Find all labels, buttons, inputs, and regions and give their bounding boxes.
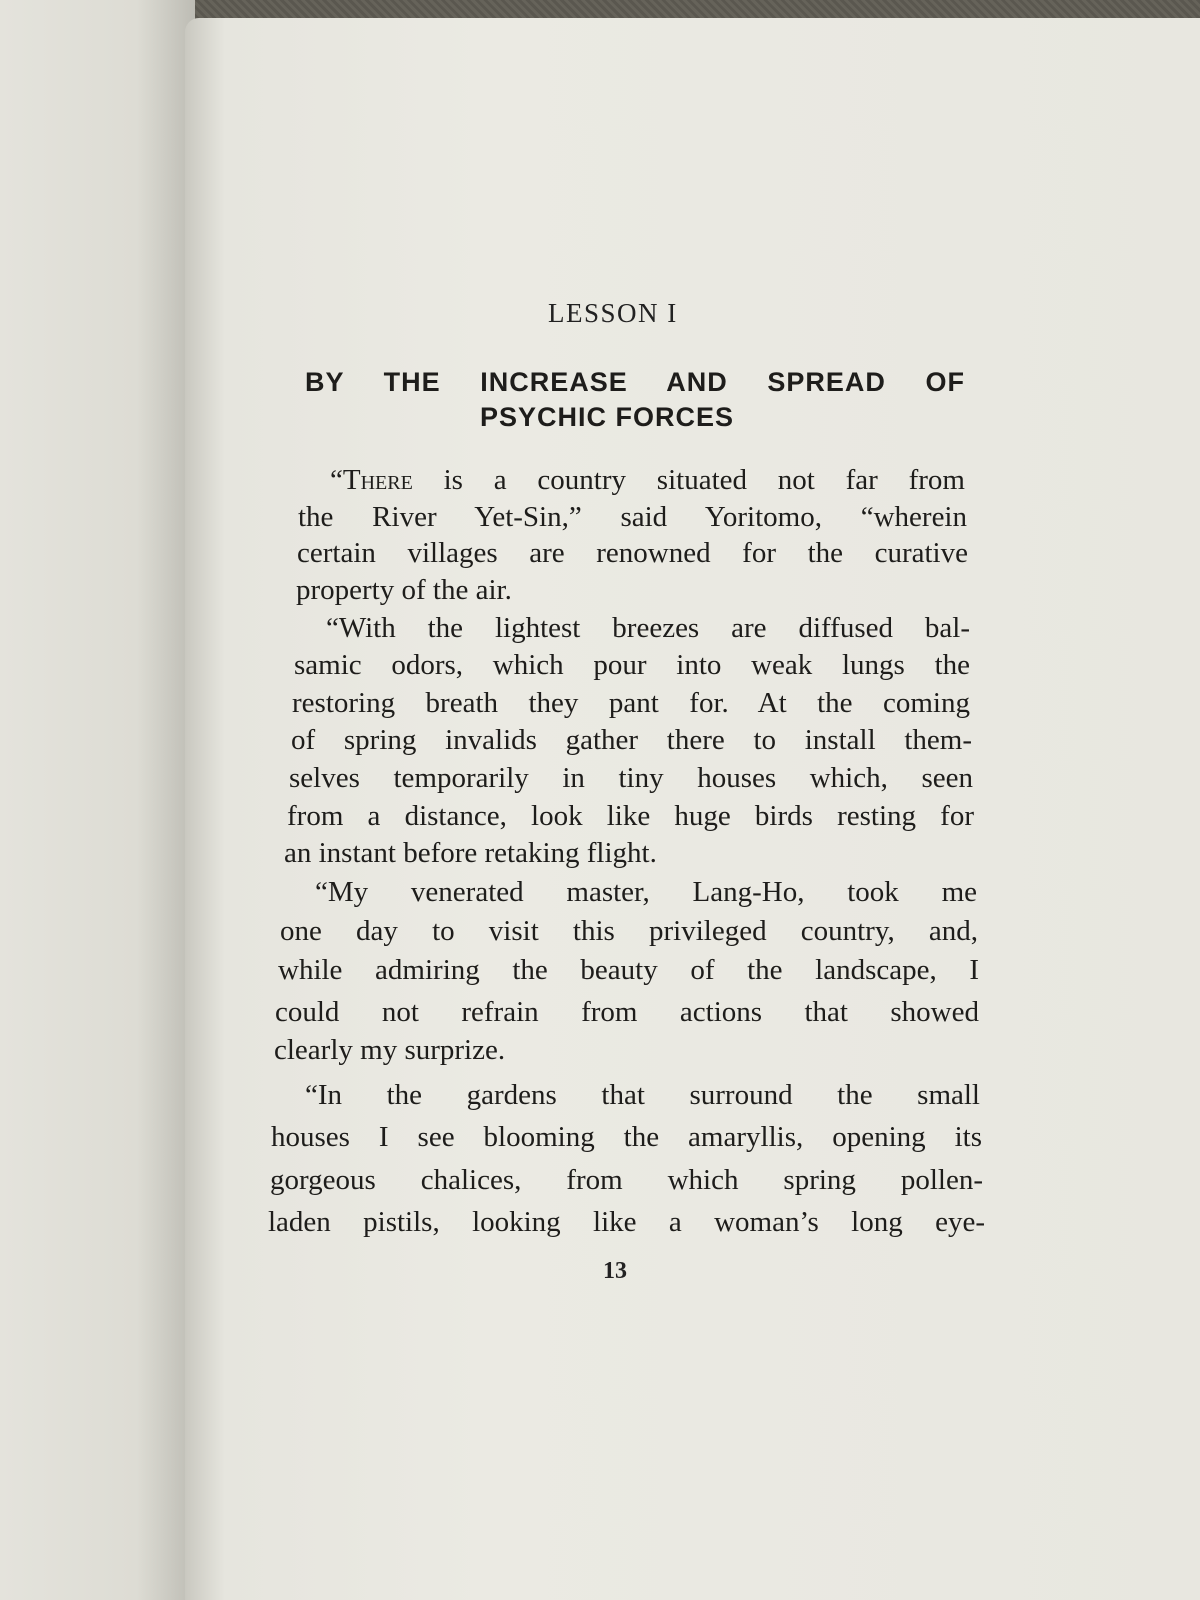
left-page (0, 0, 195, 1600)
body-line: samic odors, which pour into weak lungs the (294, 649, 970, 681)
body-line: restoring breath they pant for. At the coming (292, 687, 970, 719)
body-line: property of the air. (296, 574, 512, 606)
chapter-title-line-2: PSYCHIC FORCES (480, 402, 735, 432)
body-line (330, 463, 965, 497)
body-line: while admiring the beauty of the landscape, I (278, 954, 979, 986)
body-line: could not refrain from actions that showed (275, 996, 979, 1028)
body-line: selves temporarily in tiny houses which, seen (289, 762, 973, 794)
body-line: certain villages are renowned for the curative (297, 537, 968, 569)
body-line: an instant before retaking flight. (284, 837, 657, 869)
body-line: of spring invalids gather there to install them- (291, 724, 972, 756)
body-line: from a distance, look like huge birds resting for (287, 800, 974, 832)
body-line-text: is a country situated not far from (412, 464, 965, 496)
body-line: laden pistils, looking like a woman’s long eye- (268, 1206, 985, 1238)
body-line: “My venerated master, Lang-Ho, took me (315, 876, 977, 908)
body-line: “With the lightest breezes are diffused bal- (326, 612, 970, 644)
body-line: clearly my surprize. (274, 1034, 506, 1066)
small-caps-word: There (342, 464, 413, 496)
chapter-title-line-1: BY THE INCREASE AND SPREAD OF (305, 367, 965, 397)
body-line: gorgeous chalices, from which spring pollen- (270, 1164, 983, 1196)
body-line: the River Yet-Sin,” said Yoritomo, “wherein (298, 501, 967, 533)
open-quote: “ (330, 464, 343, 496)
chapter-label: LESSON I (548, 298, 678, 328)
body-line: one day to visit this privileged country, and, (280, 915, 978, 947)
page-number: 13 (603, 1258, 627, 1284)
body-line: houses I see blooming the amaryllis, opening its (271, 1121, 982, 1153)
body-line: “In the gardens that surround the small (305, 1079, 980, 1111)
